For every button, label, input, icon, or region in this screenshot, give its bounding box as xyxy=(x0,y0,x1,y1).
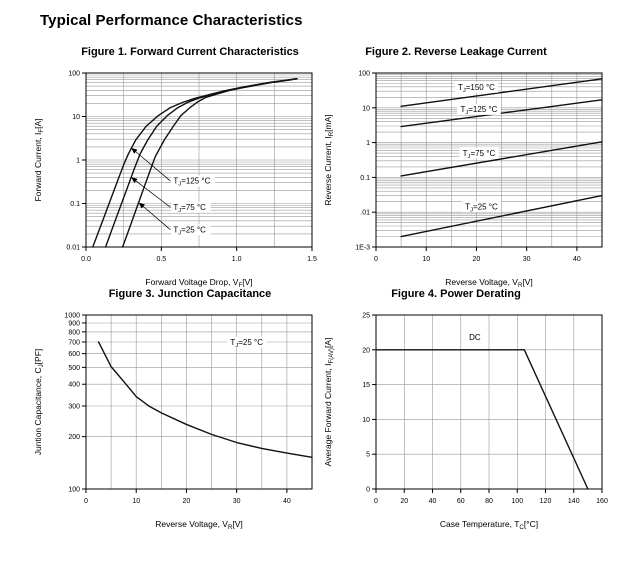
y-tick-label: 0.1 xyxy=(360,174,370,182)
x-tick-label: 0.5 xyxy=(156,256,167,263)
y-tick-label: 700 xyxy=(68,339,80,347)
y-tick-label: 1000 xyxy=(64,312,80,320)
x-tick-label: 1.0 xyxy=(231,256,242,263)
fig4-chart xyxy=(318,305,618,535)
page-title: Typical Performance Characteristics xyxy=(40,12,303,29)
x-tick-label: 60 xyxy=(456,498,465,505)
fig1-curve-tj-75c xyxy=(106,79,297,247)
figure3-title: Figure 3. Junction Capacitance xyxy=(108,288,272,300)
y-tick-label: 200 xyxy=(68,434,80,442)
y-axis-label: Reverse Current, $I_R[mA]$ xyxy=(323,114,335,206)
y-tick-label: 0.1 xyxy=(70,201,80,208)
x-axis-label: Case Temperature, $T_C[^\circ C]$ xyxy=(439,519,539,531)
y-tick-label: 400 xyxy=(68,381,80,389)
fig3-grid xyxy=(86,315,312,489)
x-tick-label: 0.0 xyxy=(81,256,91,263)
x-tick-label: 20 xyxy=(400,498,409,505)
y-axis-label: Juntion Capacitance, $C_J[PF]$ xyxy=(33,348,45,456)
y-tick-label: 10 xyxy=(362,416,370,424)
y-tick-label: 600 xyxy=(68,351,80,359)
y-tick-label: 5 xyxy=(366,451,370,459)
figure1-chart-container xyxy=(28,63,328,293)
y-tick-label: 900 xyxy=(68,320,80,328)
x-tick-label: 1.5 xyxy=(307,256,317,263)
y-tick-label: 100 xyxy=(68,486,80,494)
y-tick-label: 500 xyxy=(68,364,80,372)
y-tick-label: 0.01 xyxy=(66,244,80,252)
y-tick-label: 1 xyxy=(366,140,370,148)
y-tick-label: 10 xyxy=(362,105,370,113)
fig4-annotation: DC xyxy=(469,333,481,343)
x-tick-label: 40 xyxy=(572,256,581,263)
figure1-title: Figure 1. Forward Current Characteristics xyxy=(81,46,299,58)
y-tick-label: 1 xyxy=(76,157,80,165)
x-tick-label: 10 xyxy=(132,498,141,505)
y-tick-label: 1E-3 xyxy=(355,244,370,252)
fig2-annotation: $T_J=125$ °C xyxy=(460,105,498,117)
y-axis-label: Forward Current, $I_F[A]$ xyxy=(33,118,45,202)
y-tick-label: .01 xyxy=(360,209,370,217)
fig2-annotation: $T_J=25$ °C xyxy=(465,202,498,214)
fig2-grid xyxy=(376,73,602,247)
y-tick-label: 100 xyxy=(68,70,80,78)
x-tick-label: 10 xyxy=(422,256,431,263)
y-tick-label: 15 xyxy=(362,382,370,390)
y-tick-label: 300 xyxy=(68,403,80,411)
fig3-annotation: $T_J=25$ °C xyxy=(230,337,264,349)
fig3-chart xyxy=(28,305,328,535)
y-axis-label: Average Forward Current, $I_{F(AV)}[A]$ xyxy=(323,337,335,467)
fig1-grid xyxy=(86,73,312,247)
y-tick-label: 10 xyxy=(72,114,80,121)
y-tick-label: 25 xyxy=(362,312,370,320)
figure4-panel xyxy=(318,288,618,535)
fig2-annotation: $T_J=75$ °C xyxy=(462,148,496,160)
figure2-title: Figure 2. Reverse Leakage Current xyxy=(365,46,547,58)
x-tick-label: 20 xyxy=(472,256,481,263)
y-tick-label: 100 xyxy=(358,70,370,78)
x-tick-label: 40 xyxy=(428,498,437,505)
y-tick-label: 800 xyxy=(68,329,80,337)
fig4-grid xyxy=(376,315,602,489)
figure4-title: Figure 4. Power Derating xyxy=(391,288,521,300)
figure4-chart-container xyxy=(318,305,618,535)
x-tick-label: 140 xyxy=(567,498,580,505)
fig2-chart xyxy=(318,63,618,293)
x-tick-label: 40 xyxy=(282,498,291,505)
figure3-chart-container xyxy=(28,305,328,535)
x-axis-label: Forward Voltage Drop, $V_F[V]$ xyxy=(145,277,253,289)
fig3-curve-tj-25c xyxy=(99,342,312,457)
figure3-panel xyxy=(28,288,328,535)
fig3-plot-border xyxy=(86,315,312,489)
figure2-panel xyxy=(318,46,618,293)
x-tick-label: 20 xyxy=(182,498,191,505)
x-tick-label: 30 xyxy=(232,498,241,505)
x-tick-label: 160 xyxy=(596,498,608,505)
y-tick-label: 20 xyxy=(362,347,370,355)
figure1-panel xyxy=(28,46,328,293)
y-tick-label: 0 xyxy=(366,486,370,494)
fig1-annotation: $T_J=125$ °C xyxy=(173,176,211,188)
fig1-annotation: $T_J=25$ °C xyxy=(173,225,206,237)
x-tick-label: 120 xyxy=(539,498,552,505)
fig2-annotation: $T_J=150$ °C xyxy=(457,83,495,95)
figure2-chart-container xyxy=(318,63,618,293)
x-tick-label: 0 xyxy=(84,498,88,505)
x-tick-label: 80 xyxy=(485,498,493,505)
x-tick-label: 0 xyxy=(374,498,378,505)
fig1-chart xyxy=(28,63,328,293)
fig1-annotation: $T_J=75$ °C xyxy=(173,203,206,215)
fig2-plot-border xyxy=(376,73,602,247)
x-tick-label: 0 xyxy=(374,256,378,263)
x-tick-label: 30 xyxy=(522,256,531,263)
x-axis-label: Reverse Voltage, $V_R[V]$ xyxy=(155,519,243,531)
x-tick-label: 100 xyxy=(511,498,524,505)
x-axis-label: Reverse Voltage, $V_R[V]$ xyxy=(445,277,533,289)
